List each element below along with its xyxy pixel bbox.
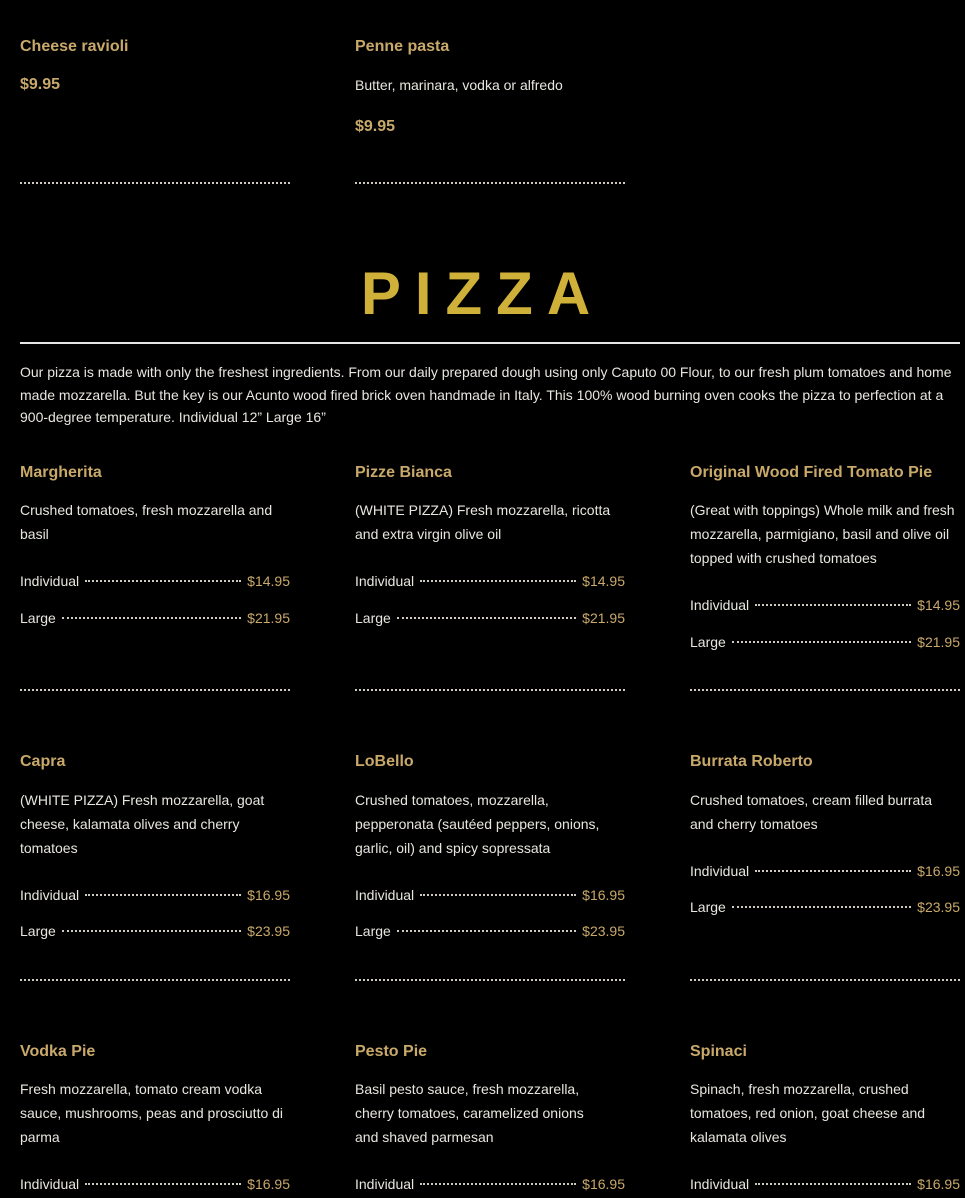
item-separator	[20, 689, 290, 691]
item-description: Basil pesto sauce, fresh mozzarella, cherry tomatoes, caramelized onions and shaved parmesan	[355, 1081, 584, 1145]
price-row-large	[355, 608, 625, 628]
price-row-large	[690, 632, 960, 652]
size-label: Individual	[20, 573, 80, 589]
size-price: $21.95	[582, 610, 625, 626]
menu-item-margherita	[20, 463, 290, 626]
price-row-individual	[20, 571, 290, 591]
dot-leader	[732, 906, 911, 908]
item-name: Vodka Pie	[20, 1043, 96, 1060]
size-label: Large	[690, 634, 726, 650]
size-label: Large	[355, 923, 391, 939]
price-row-individual	[690, 861, 960, 881]
item-description: Crushed tomatoes, cream filled burrata and cherry tomatoes	[690, 792, 932, 832]
item-description: Spinach, fresh mozzarella, crushed tomatoes, red onion, goat cheese and kalamata olives	[690, 1081, 926, 1145]
item-description: Crushed tomatoes, mozzarella, pepperonata (sautéed peppers, onions, garlic, oil) and spicy sopressata	[355, 792, 600, 856]
dot-leader	[85, 1183, 241, 1185]
menu-item-vodka-pie	[20, 1042, 290, 1192]
price-row-individual	[20, 1174, 290, 1194]
item-name: Margherita	[20, 464, 102, 481]
item-price: $9.95	[355, 118, 396, 135]
item-description: Butter, marinara, vodka or alfredo	[355, 77, 563, 93]
menu-item-penne-pasta	[355, 37, 625, 135]
dot-leader	[755, 1183, 911, 1185]
item-description: (WHITE PIZZA) Fresh mozzarella, goat cheese, kalamata olives and cherry tomatoes	[20, 792, 265, 856]
item-separator	[355, 182, 625, 184]
price-row-individual	[355, 1174, 625, 1194]
price-row-individual	[690, 595, 960, 615]
dot-leader	[397, 617, 576, 619]
menu-item-spinaci	[690, 1042, 960, 1192]
item-name: Original Wood Fired Tomato Pie	[690, 464, 933, 481]
menu-item-lobello	[355, 752, 625, 939]
price-row-individual	[355, 885, 625, 905]
item-separator	[20, 182, 290, 184]
section-intro: Our pizza is made with only the freshest ingredients. From our daily prepared dough using only Caputo 00 Flour, to our fresh plum tomatoes and home made mozzarella. But the key is our Acunto wood fired brick oven handmade in Italy. This 100% wood burning oven cooks the pizza to perfection at a 900-degree temperature. Individual 12” Large 16”	[20, 364, 952, 425]
menu-item-pesto-pie	[355, 1042, 625, 1192]
item-name: Cheese ravioli	[20, 38, 129, 55]
size-label: Individual	[690, 597, 750, 613]
item-separator	[20, 979, 290, 981]
size-price: $23.95	[582, 923, 625, 939]
size-label: Individual	[20, 1176, 80, 1192]
price-row-large	[20, 921, 290, 941]
menu-item-original-wood-fired-tomato-pie	[690, 463, 960, 650]
menu-item-capra	[20, 752, 290, 939]
item-name: Pesto Pie	[355, 1043, 428, 1060]
size-price: $21.95	[917, 634, 960, 650]
size-label: Individual	[355, 573, 415, 589]
item-name: Pizze Bianca	[355, 464, 452, 481]
size-price: $16.95	[582, 1176, 625, 1192]
size-price: $16.95	[917, 1176, 960, 1192]
price-row-large	[355, 921, 625, 941]
dot-leader	[420, 1183, 576, 1185]
dot-leader	[62, 617, 241, 619]
size-price: $14.95	[582, 573, 625, 589]
dot-leader	[62, 930, 241, 932]
price-row-large	[20, 608, 290, 628]
item-separator	[355, 689, 625, 691]
size-label: Large	[20, 610, 56, 626]
size-price: $23.95	[247, 923, 290, 939]
item-name: Penne pasta	[355, 38, 450, 55]
size-price: $16.95	[917, 863, 960, 879]
item-separator	[690, 689, 960, 691]
size-label: Large	[690, 899, 726, 915]
item-description: (WHITE PIZZA) Fresh mozzarella, ricotta and extra virgin olive oil	[355, 502, 611, 542]
dot-leader	[420, 580, 576, 582]
size-price: $14.95	[247, 573, 290, 589]
dot-leader	[732, 641, 911, 643]
size-price: $16.95	[247, 887, 290, 903]
dot-leader	[755, 870, 911, 872]
size-price: $16.95	[247, 1176, 290, 1192]
size-label: Individual	[690, 863, 750, 879]
size-label: Large	[20, 923, 56, 939]
item-description: (Great with toppings) Whole milk and fresh mozzarella, parmigiano, basil and olive oil topped with crushed tomatoes	[690, 502, 955, 566]
price-row-individual	[355, 571, 625, 591]
dot-leader	[420, 894, 576, 896]
item-name: Spinaci	[690, 1043, 747, 1060]
menu-item-burrata-roberto	[690, 752, 960, 915]
price-row-large	[690, 897, 960, 917]
size-price: $16.95	[582, 887, 625, 903]
size-label: Individual	[355, 1176, 415, 1192]
menu-item-pizze-bianca	[355, 463, 625, 626]
menu-item-cheese-ravioli	[20, 37, 290, 93]
item-name: Burrata Roberto	[690, 753, 813, 770]
dot-leader	[755, 604, 911, 606]
dot-leader	[397, 930, 576, 932]
size-label: Individual	[690, 1176, 750, 1192]
size-label: Individual	[355, 887, 415, 903]
dot-leader	[85, 580, 241, 582]
dot-leader	[85, 894, 241, 896]
size-label: Individual	[20, 887, 80, 903]
item-separator	[355, 979, 625, 981]
section-title-pizza: PIZZA	[360, 260, 605, 327]
item-price: $9.95	[20, 76, 61, 93]
item-name: LoBello	[355, 753, 414, 770]
size-label: Large	[355, 610, 391, 626]
size-price: $23.95	[917, 899, 960, 915]
item-description: Fresh mozzarella, tomato cream vodka sauce, mushrooms, peas and prosciutto di parma	[20, 1081, 284, 1145]
section-divider	[20, 342, 960, 344]
size-price: $21.95	[247, 610, 290, 626]
item-description: Crushed tomatoes, fresh mozzarella and basil	[20, 502, 273, 542]
price-row-individual	[20, 885, 290, 905]
item-separator	[690, 979, 960, 981]
size-price: $14.95	[917, 597, 960, 613]
price-row-individual	[690, 1174, 960, 1194]
item-name: Capra	[20, 753, 66, 770]
